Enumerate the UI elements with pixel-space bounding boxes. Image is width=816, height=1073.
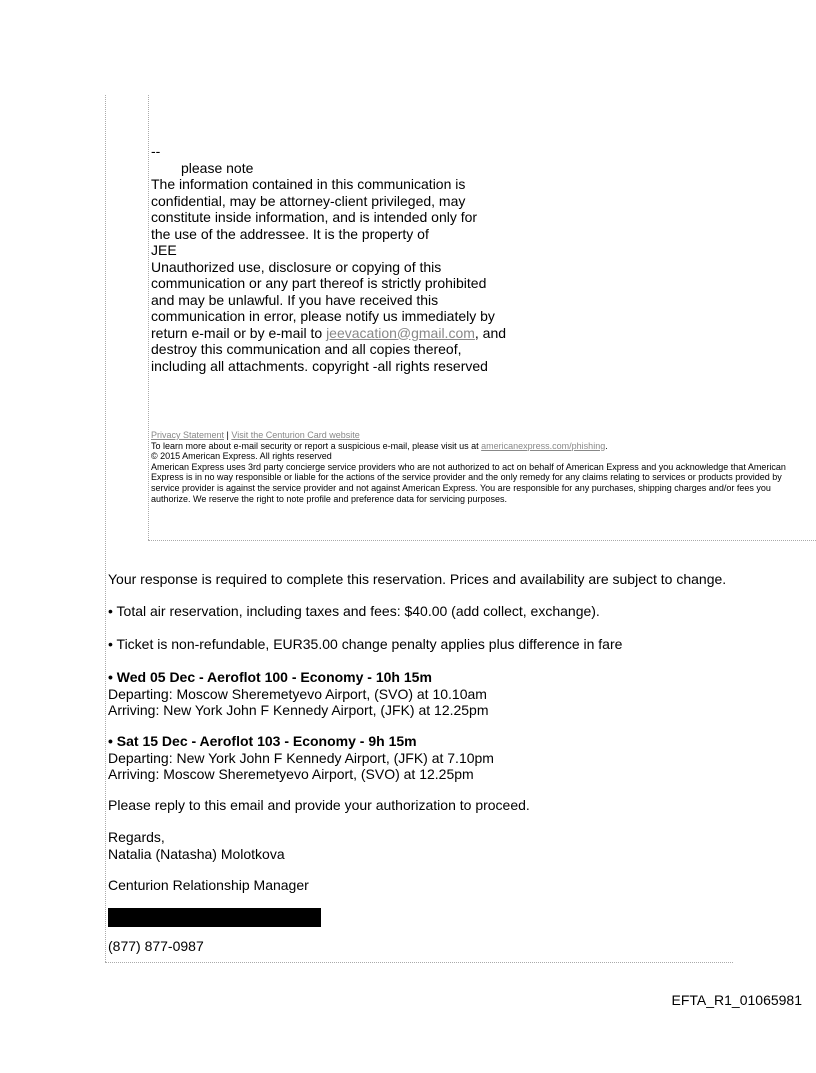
disclaimer-line: destroy this communication and all copies thereof,: [151, 341, 462, 357]
document-id: EFTA_R1_01065981: [671, 992, 802, 1008]
redaction-bar: [108, 908, 321, 927]
text: , and: [474, 324, 507, 341]
intro: Your response is required to complete this reservation. Prices and availability are subject to change.: [108, 571, 727, 587]
flight-1: [108, 669, 489, 719]
phone: (877) 877-0987: [108, 938, 204, 954]
quote-bottom-inner: [148, 540, 816, 541]
flight-arriving: Arriving: Moscow Sheremetyevo Airport, (SVO) at 12.25pm: [108, 766, 474, 782]
flight-departing: Departing: New York John F Kennedy Airport, (JFK) at 7.10pm: [108, 749, 494, 766]
disclaimer-line: confidential, may be attorney-client privileged, may: [151, 192, 466, 209]
sender-name: Natalia (Natasha) Molotkova: [108, 845, 285, 862]
sender-title: Centurion Relationship Manager: [108, 877, 309, 893]
reply-request: Please reply to this email and provide your authorization to proceed.: [108, 797, 530, 813]
disclaimer-line: The information contained in this communication is: [151, 176, 466, 192]
text: .: [605, 440, 608, 451]
disclaimer-line: communication or any part thereof is strictly prohibited: [151, 275, 487, 291]
disclaimer: [151, 143, 506, 374]
signature: [108, 829, 285, 862]
phishing-link[interactable]: americanexpress.com/phishing: [481, 440, 606, 451]
flight-arriving: Arriving: New York John F Kennedy Airport, (JFK) at 12.25pm: [108, 702, 489, 718]
quote-border-outer: [105, 95, 106, 962]
separator: |: [224, 430, 232, 440]
quote-border-inner: [148, 95, 149, 540]
regards: Regards,: [108, 829, 165, 845]
legal-line: service provider is against the service provider and not against American Express. You are responsible for any purchases, shipping charges and/or fees you: [151, 482, 771, 493]
text: return e-mail or by e-mail to: [151, 324, 327, 341]
disclaimer-line: JEE: [151, 242, 177, 258]
centurion-website-link[interactable]: Visit the Centurion Card website: [231, 430, 360, 440]
flight-title: • Sat 15 Dec - Aeroflot 103 - Economy - 9h 15m: [108, 733, 417, 749]
flight-departing: Departing: Moscow Sheremetyevo Airport, (SVO) at 10.10am: [108, 685, 487, 702]
disclaimer-line: including all attachments. copyright -all rights reserved: [151, 357, 488, 374]
please-note: please note: [181, 159, 254, 176]
disclaimer-line: communication in error, please notify us immediately by: [151, 308, 495, 324]
bullet-total: • Total air reservation, including taxes and fees: $40.00 (add collect, exchange).: [108, 603, 600, 619]
legal-line: authorize. We reserve the right to note profile and preference data for servicing purposes.: [151, 493, 508, 504]
email-link[interactable]: jeevacation@gmail.com: [326, 324, 475, 341]
legal-line: Express is in no way responsible or liable for the actions of the service provider and the only remedy for any claims relating to services or products provided by: [151, 472, 782, 483]
text: To learn more about e-mail security or report a suspicious e-mail, please visit us at: [151, 440, 482, 451]
flight-2: [108, 733, 494, 783]
disclaimer-line: Unauthorized use, disclosure or copying of this: [151, 258, 442, 275]
disclaimer-line: constitute inside information, and is intended only for: [151, 209, 478, 225]
disclaimer-line: [151, 325, 506, 342]
dashes: --: [151, 143, 161, 159]
amex-footer: [151, 430, 786, 504]
disclaimer-line: and may be unlawful. If you have received this: [151, 291, 439, 308]
disclaimer-line: the use of the addressee. It is the property of: [151, 225, 429, 242]
quote-bottom-outer: [105, 962, 733, 963]
privacy-statement-link[interactable]: Privacy Statement: [151, 430, 225, 440]
copyright: © 2015 American Express. All rights reserved: [151, 451, 332, 462]
legal-line: American Express uses 3rd party concierge service providers who are not authorized to act on behalf of American Express and you acknowledge that American: [151, 461, 786, 472]
bullet-ticket: • Ticket is non-refundable, EUR35.00 change penalty applies plus difference in fare: [108, 636, 623, 652]
flight-title: • Wed 05 Dec - Aeroflot 100 - Economy - 10h 15m: [108, 669, 432, 685]
